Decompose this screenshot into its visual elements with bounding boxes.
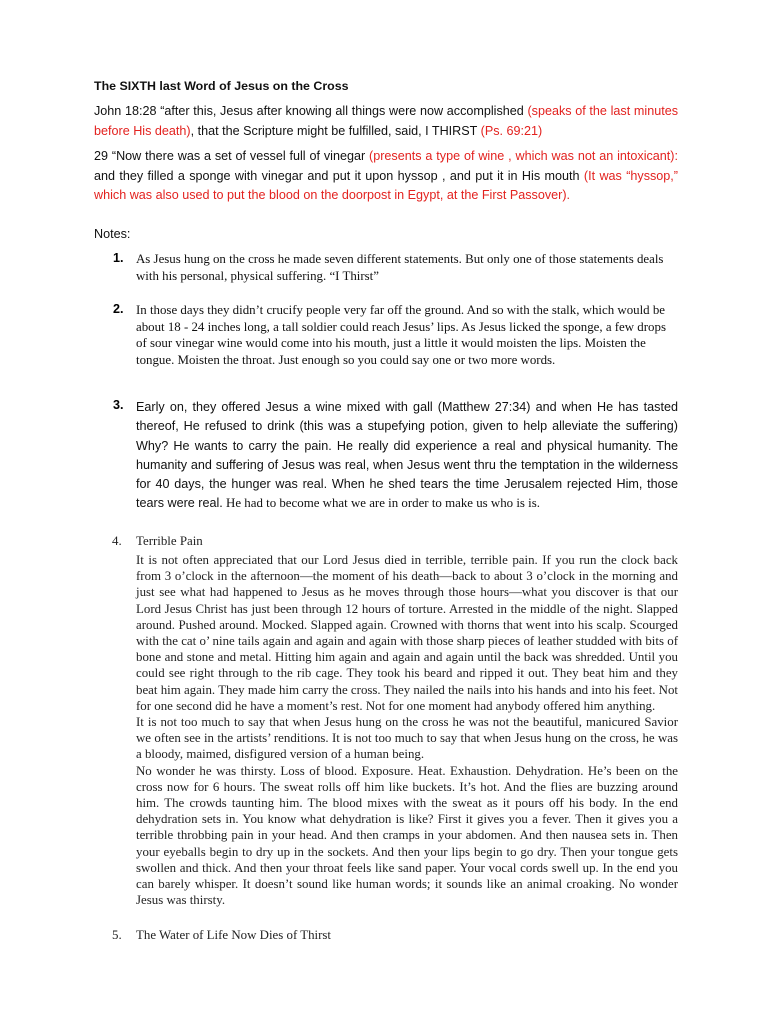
section-heading-water-of-life: The Water of Life Now Dies of Thirst: [136, 928, 332, 942]
list-number: 5.: [112, 928, 122, 942]
p2-red-note-1: (presents a type of wine , which was not an intoxicant):: [369, 149, 678, 163]
body-paragraph: It is not too much to say that when Jesus hung on the cross he was not the beautiful, manicured Savior we often see in the artists’ renditions. It is not too much to say that when Jesus hung on the cross, he was a bloody, maimed, disfigured version of a human being.: [136, 715, 678, 762]
paragraph-john-18-28: [94, 102, 678, 141]
list-number: 4.: [112, 534, 122, 548]
section-heading-terrible-pain: Terrible Pain: [136, 534, 203, 548]
document-title: The SIXTH last Word of Jesus on the Cross: [94, 79, 349, 93]
p2-text-b: and they filled a sponge with vinegar and put it upon hyssop , and put it in His mouth: [94, 168, 584, 183]
p1-red-note-1: (speaks of the last minutes before His death): [94, 104, 678, 138]
list-item-text: Early on, they offered Jesus a wine mixed with gall (Matthew 27:34) and when He has tasted thereof, He refused to drink (this was a stupefying potion, given to help alleviate the suffering) Why? He wants to carry the pain. He really did experience a real and physical humanity. The humanity and suffering of Jesus was real, when Jesus went thru the temptation in the wilderness for 40 days, the hunger was real. When he shed tears the time Jerusalem rejected Him, those tears were real.: [136, 400, 678, 511]
list-item: In those days they didn’t crucify people very far off the ground. And so with the stalk, which would be about 18 - 24 inches long, a tall soldier could reach Jesus’ lips. As Jesus licked the sponge, a few drops of sour vinegar wine would come into his mouth, just a little it would moisten the lips. Moisten the tongue. Moisten the throat. Just enough so you could say one or two more words.: [136, 303, 666, 367]
notes-label: Notes:: [94, 227, 131, 241]
p1-text-b: , that the Scripture might be fulfilled, said, I THIRST: [190, 123, 481, 138]
paragraph-verse-29: [94, 147, 678, 206]
body-paragraph: It is not often appreciated that our Lord Jesus died in terrible, terrible pain. If you run the clock back from 3 o’clock in the afternoon—the moment of his death—back to about 3 o’clock in the morning and just see what had happened to Jesus as he moves through those hours—what you discover is that our Lord Jesus Christ has just been through 12 hours of torture. Arrested in the middle of the night. Slapped around. Pushed around. Mocked. Slapped again. Crowned with thorns that went into his scalp. Scourged with the cat o’ nine tails again and again and again with those sharp pieces of leather studded with bits of bone and stone and metal. Hitting him again and again and again until the back was shredded. Until you could see right through to the rib cage. They took his beard and ripped it out. They beat him and they beat him again. They made him carry the cross. They nailed the nails into his hands and into his feet. Not for one second did he have a moment’s rest. Not for one moment had anybody offered him anything.: [136, 553, 678, 713]
list-number: 1.: [113, 251, 124, 265]
body-paragraph: No wonder he was thirsty. Loss of blood. Exposure. Heat. Exhaustion. Dehydration. He’s been on the cross now for 6 hours. The sweat rolls off him like buckets. It’s hot. And the flies are buzzing around him. The crowds taunting him. The blood mixes with the sweat as it pours off his body. In the end dehydration sets in. You know what dehydration is like? First it gives you a fever. Then it gives you a terrible throbbing pain in your head. And then cramps in your abdomen. And then nausea sets in. Then your eyeballs begin to dry up in the sockets. And then your lips begin to go dry. Then your tongue gets swollen and thick. And then your throat feels like sand paper. Your vocal cords swell up. In the end you can barely whisper. It doesn’t sound like human words; it sounds like an animal croaking. No wonder Jesus was thirsty.: [136, 763, 678, 908]
p2-text-a: 29 “Now there was a set of vessel full of vinegar: [94, 149, 370, 163]
list-number: 3.: [113, 398, 124, 412]
p1-red-note-2: (Ps. 69:21): [480, 123, 543, 138]
p2-red-note-2: (It was “hyssop,” which was also used to put the blood on the doorpost in Egypt, at the First Passover).: [94, 168, 678, 203]
list-item-tail: He had to become what we are in order to make us who is is.: [222, 496, 540, 511]
p1-text-a: John 18:28 “after this, Jesus after knowing all things were now accomplished: [94, 104, 528, 118]
list-item: As Jesus hung on the cross he made seven different statements. But only one of those statements deals with his personal, physical suffering. “I Thirst”: [136, 252, 664, 283]
terrible-pain-body: [136, 552, 678, 908]
list-number: 2.: [113, 302, 124, 316]
list-item: [136, 398, 678, 514]
